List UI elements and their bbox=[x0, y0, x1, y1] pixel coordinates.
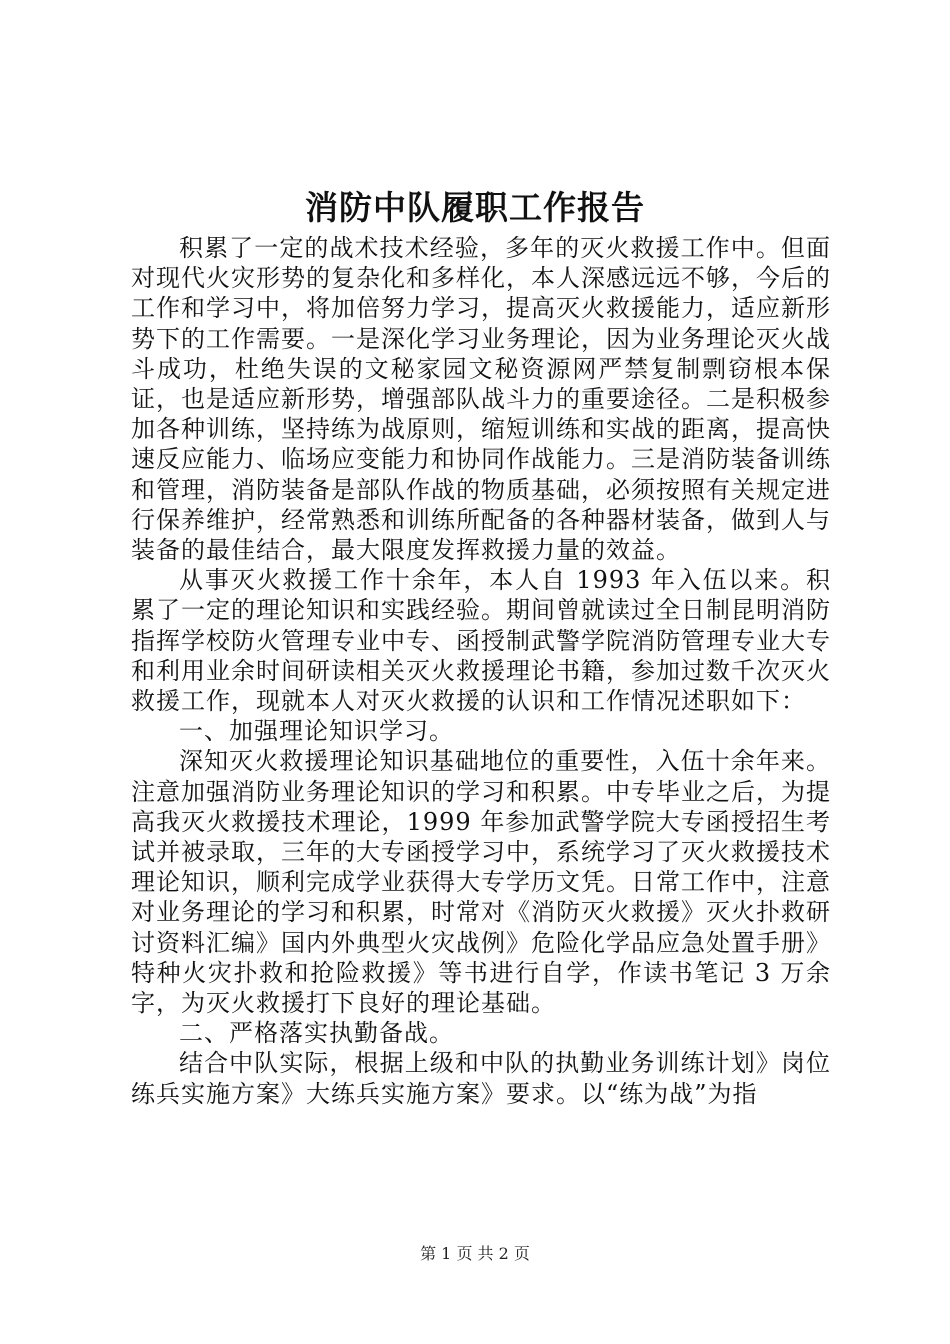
page-number-footer: 第 1 页 共 2 页 bbox=[420, 1244, 530, 1263]
paragraph-duty: 结合中队实际，根据上级和中队的执勤业务训练计划》岗位练兵实施方案》大练兵实施方案》要求。以“练为战”为指 bbox=[131, 1049, 831, 1108]
section-heading-theory: 一、加强理论知识学习。 bbox=[179, 717, 454, 746]
paragraph-intro: 积累了一定的战术技术经验，多年的灭火救援工作中。但面对现代火灾形势的复杂化和多样化，本人深感远远不够，今后的工作和学习中，将加倍努力学习，提高灭火救援能力，适应新形势下的工作需要。一是深化学习业务理论，因为业务理论灭火战斗成功，杜绝失误的文秘家园文秘资源网严禁复制剽窃根本保证，也是适应新形势，增强部队战斗力的重要途径。二是积极参加各种训练，坚持练为战原则，缩短训练和实战的距离，提高快速反应能力、临场应变能力和协同作战能力。三是消防装备训练和管理，消防装备是部队作战的物质基础，必须按照有关规定进行保养维护，经常熟悉和训练所配备的各种器材装备，做到人与装备的最佳结合，最大限度发挥救援力量的效益。 bbox=[131, 234, 831, 565]
document-body bbox=[131, 233, 831, 1109]
section-heading-duty: 二、严格落实执勤备战。 bbox=[179, 1019, 454, 1048]
paragraph-background: 从事灭火救援工作十余年，本人自 1993 年入伍以来。积累了一定的理论知识和实践经验。期间曾就读过全日制昆明消防指挥学校防火管理专业中专、函授制武警学院消防管理专业大专和利用业余时间研读相关灭火救援理论书籍，参加过数千次灭火救援工作，现就本人对灭火救援的认识和工作情况述职如下： bbox=[131, 566, 831, 716]
paragraph-theory: 深知灭火救援理论知识基础地位的重要性，入伍十余年来。注意加强消防业务理论知识的学习和积累。中专毕业之后，为提高我灭火救援技术理论，1999 年参加武警学院大专函授招生考试并被录取，三年的大专函授学习中，系统学习了灭火救援技术理论知识，顺利完成学业获得大专学历文凭。日常工作中，注意对业务理论的学习和积累，时常对《消防灭火救援》灭火扑救研讨资料汇编》国内外典型火灾战例》危险化学品应急处置手册》特种火灾扑救和抢险救援》等书进行自学，作读书笔记 3 万余字，为灭火救援打下良好的理论基础。 bbox=[131, 747, 831, 1018]
document-title: 消防中队履职工作报告 bbox=[305, 188, 645, 227]
